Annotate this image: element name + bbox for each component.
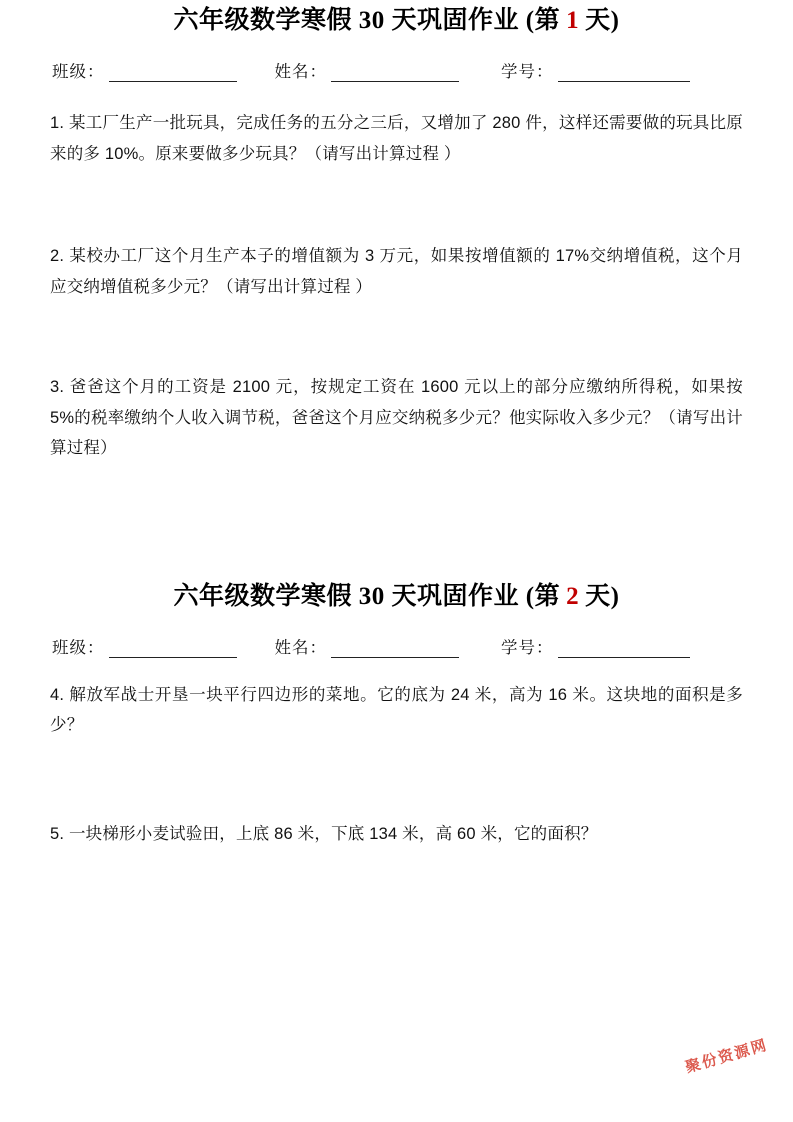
worksheet-section-day1 <box>46 0 747 464</box>
question-item-2: 2. 某校办工厂这个月生产本子的增值额为 3 万元，如果按增值额的 17%交纳增值税，这个月应交纳增值税多少元？（请写出计算过程 ） <box>50 247 743 296</box>
number-field-day2 <box>501 634 690 658</box>
name-field-day2 <box>275 634 460 658</box>
student-info-row-day2 <box>46 634 747 658</box>
question-item-3: 3. 爸爸这个月的工资是 2100 元，按规定工资在 1600 元以上的部分应缴纳所得税，如果按 5%的税率缴纳个人收入调节税，爸爸这个月应交纳税多少元？他实际收入多少元？（请写出计算过程） <box>50 378 743 458</box>
worksheet-section-day2 <box>46 576 747 850</box>
name-field-day1 <box>275 58 460 82</box>
title-suffix-day2: 天) <box>585 582 620 610</box>
question-item-5: 5. 一块梯形小麦试验田，上底 86 米，下底 134 米，高 60 米，它的面积？ <box>50 824 598 843</box>
title-prefix-day1: 六年级数学寒假 30 天巩固作业 (第 <box>173 7 561 34</box>
title-suffix-day1: 天) <box>585 7 620 34</box>
question-item-4: 4. 解放军战士开垦一块平行四边形的菜地。它的底为 24 米，高为 16 米。这块地的面积是多少？ <box>50 685 743 735</box>
number-label-day1: 学号： <box>501 63 554 81</box>
question-item-1: 1. 某工厂生产一批玩具，完成任务的五分之三后，又增加了 280 件，这样还需要做的玩具比原来的多 10%。原来要做多少玩具？（请写出计算过程 ） <box>50 114 743 163</box>
name-blank-day1[interactable] <box>331 64 459 82</box>
student-info-row-day1 <box>46 58 747 82</box>
number-blank-day2[interactable] <box>558 640 690 658</box>
number-blank-day1[interactable] <box>558 64 690 82</box>
name-label-day1: 姓名： <box>274 63 327 81</box>
title-prefix-day2: 六年级数学寒假 30 天巩固作业 (第 <box>173 582 561 610</box>
class-label-day2: 班级： <box>52 638 105 657</box>
class-blank-day2[interactable] <box>109 640 237 658</box>
number-label-day2: 学号： <box>501 638 554 657</box>
page-title-day2 <box>46 576 747 612</box>
number-field-day1 <box>501 58 690 82</box>
class-field-day1 <box>52 58 237 82</box>
class-label-day1: 班级： <box>52 63 105 81</box>
day-number-day1: 1 <box>566 7 580 34</box>
name-label-day2: 姓名： <box>274 638 327 657</box>
class-field-day2 <box>52 634 237 658</box>
day-number-day2: 2 <box>566 582 580 610</box>
watermark: 聚份资源网 <box>683 1036 770 1077</box>
page-title-day1 <box>46 0 747 36</box>
name-blank-day2[interactable] <box>331 640 459 658</box>
class-blank-day1[interactable] <box>109 64 237 82</box>
